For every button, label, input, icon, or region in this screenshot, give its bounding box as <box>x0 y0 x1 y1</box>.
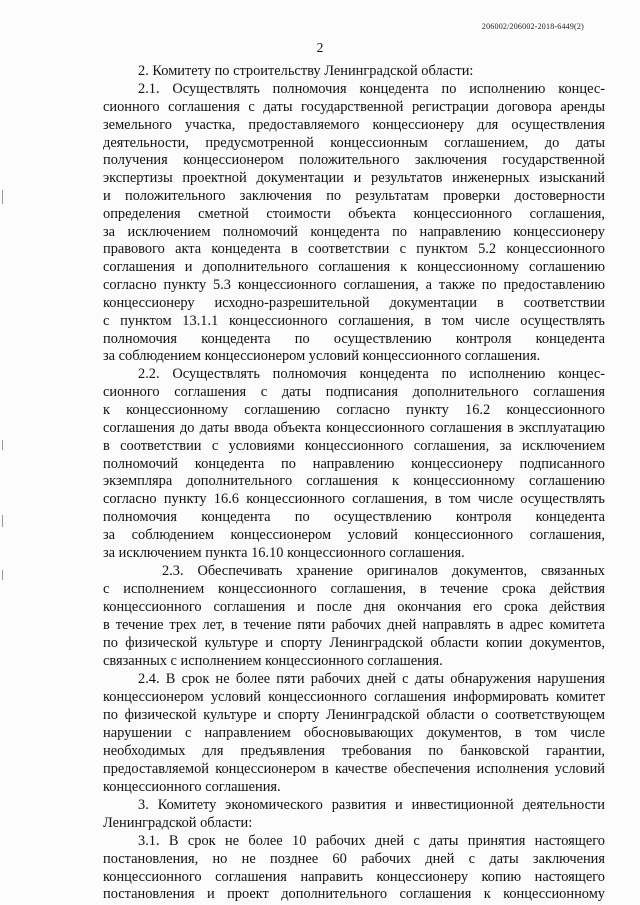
text-line: в течение трех лет, в течение пяти рабочих дней направлять в адрес комитета <box>103 617 605 633</box>
text-line: постановления и проект дополнительного соглашения к концессионному <box>103 886 605 902</box>
text-line: определения сметной стоимости объекта концессионного соглашения, <box>103 206 605 222</box>
text-line: экспертизы проектной документации и результатов инженерных изысканий <box>103 170 605 186</box>
text-line: с исполнением концессионного соглашения, в течение срока действия <box>103 581 605 597</box>
text-line: 3.1. В срок не более 10 рабочих дней с даты принятия настоящего <box>138 833 605 849</box>
text-line: за исключением пункта 16.10 концессионного соглашения. <box>103 545 465 561</box>
text-line: нарушении с направлением обосновывающих документов, в том числе <box>103 725 605 741</box>
document-id: 206002/206002-2018-6449(2) <box>481 22 584 31</box>
text-line: соглашения и дополнительного соглашения к концессионному соглашению <box>103 259 605 275</box>
text-line: полномочий концедента по направлению концессионеру подписанного <box>103 456 605 472</box>
text-line: 2.1. Осуществлять полномочия концедента по исполнению концес- <box>138 81 605 97</box>
page-number: 2 <box>316 40 324 55</box>
text-line: к концессионному соглашению согласно пункту 16.2 концессионного <box>103 402 605 418</box>
text-line: сионного соглашения с даты государственной регистрации договора аренды <box>103 99 605 115</box>
text-line: за исключением полномочий концедента по направлению концессионеру <box>103 224 605 240</box>
text-line: за соблюдением концессионером условий концессионного соглашения, <box>103 527 605 543</box>
text-line: концессионеру исходно-разрешительной документации в соответствии <box>103 295 605 311</box>
text-line: концессионного соглашения. <box>103 779 281 795</box>
text-line: с пунктом 13.1.1 концессионного соглашения, в том числе осуществлять <box>103 313 605 329</box>
text-line: необходимых для предъявления требования по банковской гарантии, <box>103 743 605 759</box>
text-line: 2.3. Обеспечивать хранение оригиналов документов, связанных <box>162 563 605 579</box>
text-line: полномочия концедента по осуществлению контроля концедента <box>103 509 605 525</box>
text-line: согласно пункту 16.6 концессионного соглашения, в том числе осуществлять <box>103 491 605 507</box>
text-line: земельного участка, предоставляемого концессионеру для осуществления <box>103 117 605 133</box>
text-line: Ленинградской области: <box>103 815 253 831</box>
text-line: в соответствии с условиями концессионного соглашения, за исключением <box>103 438 605 454</box>
text-line: 2.4. В срок не более пяти рабочих дней с даты обнаружения нарушения <box>138 671 605 687</box>
text-line: соглашения до даты ввода объекта концессионного соглашения в эксплуатацию <box>103 420 605 436</box>
text-line: полномочия концедента по осуществлению контроля концедента <box>103 331 605 347</box>
text-line: 2. Комитету по строительству Ленинградской области: <box>138 63 474 79</box>
text-line: постановления, но не позднее 60 рабочих дней с даты заключения <box>103 851 605 867</box>
text-line: концессионного соглашения направить концессионеру копию настоящего <box>103 869 605 885</box>
text-line: по физической культуре и спорту Ленинградской области о соответствующем <box>103 707 605 723</box>
text-line: сионного соглашения с даты подписания дополнительного соглашения <box>103 384 605 400</box>
text-line: 2.2. Осуществлять полномочия концедента по исполнению концес- <box>138 366 605 382</box>
text-line: за соблюдением концессионером условий концессионного соглашения. <box>103 348 541 364</box>
text-line: связанных с исполнением концессионного соглашения. <box>103 653 443 669</box>
text-line: предоставляемой концессионером в качестве обеспечения исполнения условий <box>103 761 605 777</box>
text-line: и положительного заключения по результатам проверки достоверности <box>103 188 605 204</box>
text-line: согласно пункту 5.3 концессионного соглашения, а также по предоставлению <box>103 277 605 293</box>
text-line: концессионного соглашения и после дня окончания его срока действия <box>103 599 605 615</box>
text-line: правового акта концедента в соответствии с пунктом 5.2 концессионного <box>103 241 605 257</box>
text-line: концессионером условий концессионного соглашения информировать комитет <box>103 689 605 705</box>
text-line: по физической культуре и спорту Ленинградской области копии документов, <box>103 635 605 651</box>
text-line: экземпляра дополнительного соглашения к концессионному соглашению <box>103 473 605 489</box>
text-line: получения концессионером положительного заключения государственной <box>103 152 605 168</box>
text-line: 3. Комитету экономического развития и инвестиционной деятельности <box>138 797 605 813</box>
text-line: деятельности, предусмотренной концессионным соглашением, до даты <box>103 135 605 151</box>
